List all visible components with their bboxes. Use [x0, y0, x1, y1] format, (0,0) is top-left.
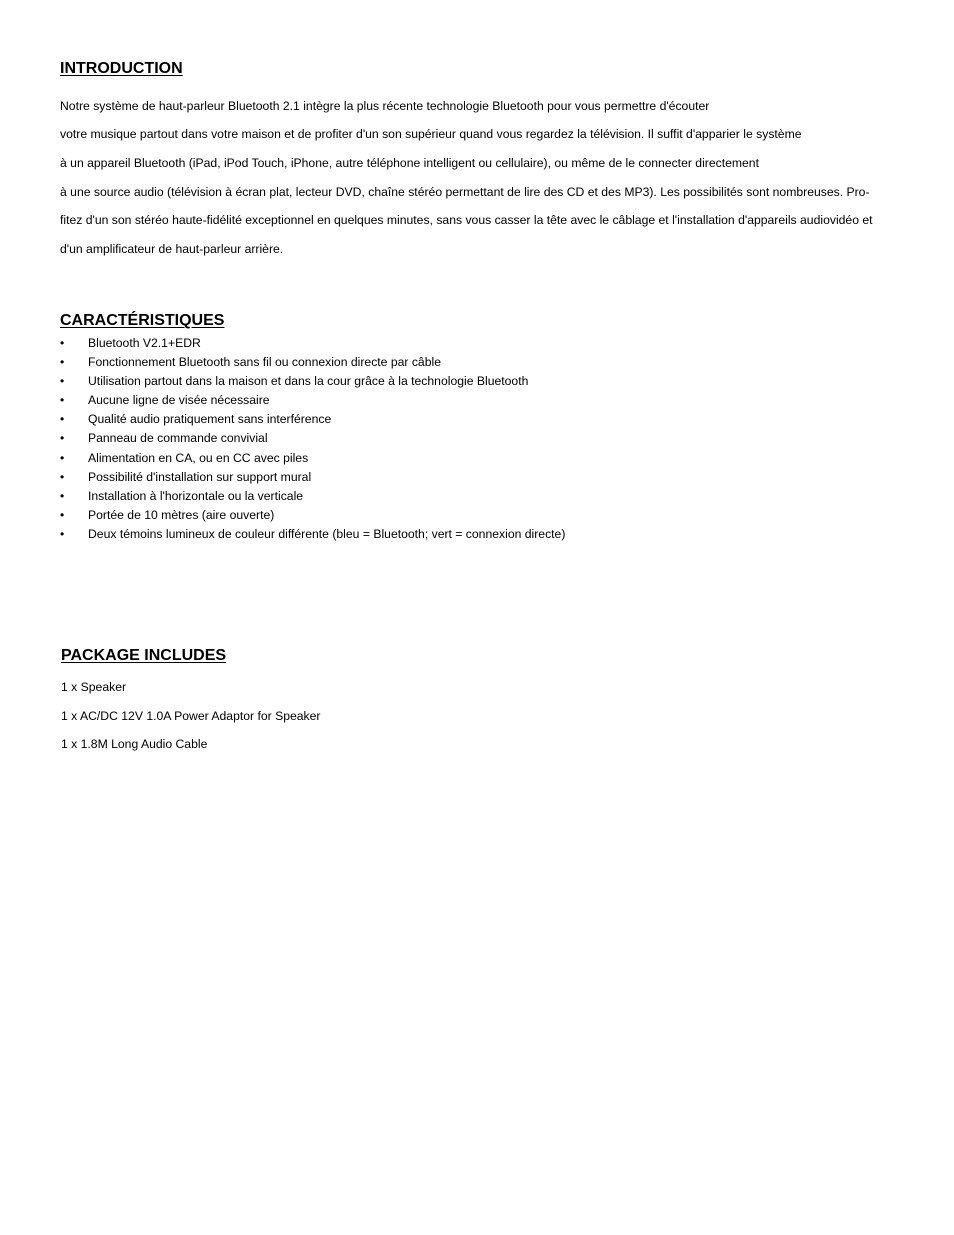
intro-line: d'un amplificateur de haut-parleur arrière.	[60, 242, 284, 256]
feature-text: Panneau de commande convivial	[88, 431, 268, 446]
feature-text: Portée de 10 mètres (aire ouverte)	[88, 507, 275, 522]
bullet-icon: •	[60, 469, 65, 484]
feature-text: Qualité audio pratiquement sans interférence	[88, 412, 332, 427]
package-item: 1 x AC/DC 12V 1.0A Power Adaptor for Speaker	[61, 709, 321, 723]
feature-text: Installation à l'horizontale ou la verticale	[88, 488, 304, 503]
bullet-icon: •	[60, 488, 65, 503]
bullet-icon: •	[60, 336, 65, 350]
package-heading: PACKAGE INCLUDES	[61, 647, 227, 664]
feature-text: Utilisation partout dans la maison et dans la cour grâce à la technologie Bluetooth	[88, 374, 529, 389]
features-heading: CARACTÉRISTIQUES	[60, 312, 225, 329]
bullet-icon: •	[60, 431, 65, 446]
feature-text: Bluetooth V2.1+EDR	[88, 336, 201, 350]
intro-line: votre musique partout dans votre maison et de profiter d'un son supérieur quand vous regardez la télévision. Il suffit d'apparier le système	[60, 127, 802, 141]
bullet-icon: •	[60, 526, 65, 541]
bullet-icon: •	[60, 450, 65, 465]
bullet-icon: •	[60, 374, 65, 389]
feature-text: Aucune ligne de visée nécessaire	[88, 393, 270, 408]
intro-line: Notre système de haut-parleur Bluetooth 2.1 intègre la plus récente technologie Bluetooth pour vous permettre d'écouter	[60, 99, 710, 113]
intro-line: à un appareil Bluetooth (iPad, iPod Touch, iPhone, autre téléphone intelligent ou cellulaire), ou même de le connecter directement	[60, 156, 759, 170]
bullet-icon: •	[60, 355, 65, 370]
intro-line: à une source audio (télévision à écran plat, lecteur DVD, chaîne stéréo permettant de lire des CD et des MP3). Les possibilités sont nombreuses. Pro-	[60, 185, 870, 199]
package-item: 1 x Speaker	[61, 680, 127, 694]
bullet-icon: •	[60, 507, 65, 522]
bullet-icon: •	[60, 393, 65, 408]
introduction-heading: INTRODUCTION	[60, 60, 183, 77]
feature-text: Possibilité d'installation sur support mural	[88, 469, 312, 484]
bullet-icon: •	[60, 412, 65, 427]
package-item: 1 x 1.8M Long Audio Cable	[61, 737, 208, 751]
feature-text: Alimentation en CA, ou en CC avec piles	[88, 450, 309, 465]
intro-line: fitez d'un son stéréo haute-fidélité exceptionnel en quelques minutes, sans vous casser la tête avec le câblage et l'installation d'appareils audiovidéo et	[60, 213, 873, 227]
feature-text: Deux témoins lumineux de couleur différente (bleu = Bluetooth; vert = connexion directe)	[88, 526, 566, 541]
feature-text: Fonctionnement Bluetooth sans fil ou connexion directe par câble	[88, 355, 441, 370]
